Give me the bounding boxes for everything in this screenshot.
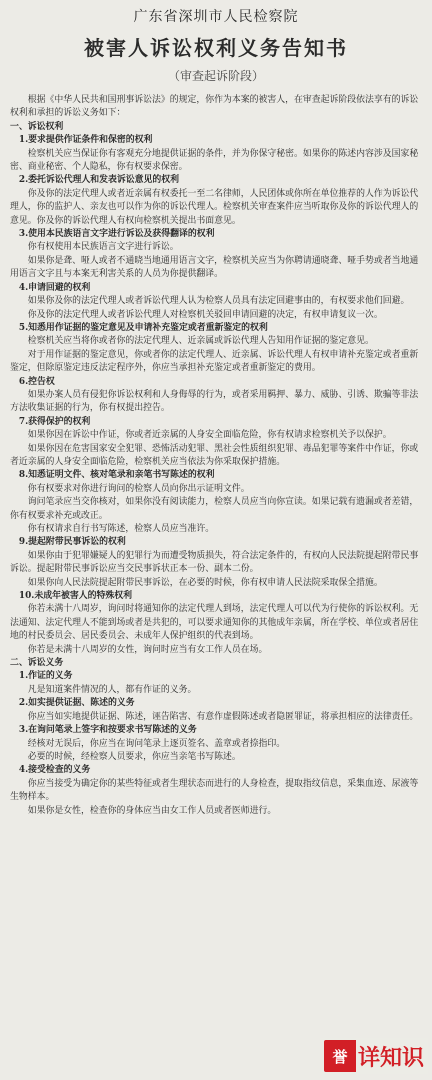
- subsection-heading: 5.知悉用作证据的鉴定意见及申请补充鉴定或者重新鉴定的权利: [18, 322, 268, 333]
- issuing-organization: 广东省深圳市人民检察院: [133, 9, 299, 25]
- paragraph: 如果你是女性，检查你的身体应当由女工作人员或者医师进行。: [27, 805, 277, 816]
- section-heading: 二、诉讼义务: [10, 658, 64, 669]
- paragraph: 如果办案人员有侵犯你诉讼权利和人身侮辱的行为，或者采用羁押、暴力、威胁、引诱、欺骗等非法方法收集证据的行为，你有权提出控告。: [10, 389, 419, 414]
- paragraph: 你有权请求自行书写陈述，检察人员应当准许。: [27, 524, 215, 534]
- document-body: [10, 94, 422, 818]
- paragraph: 你及你的法定代理人或者诉讼代理人对检察机关驳回申请回避的决定，有权申请复议一次。: [27, 309, 383, 320]
- paragraph: 如果你由于犯罪嫌疑人的犯罪行为而遭受物质损失，符合法定条件的，有权向人民法院提起附带民事诉讼。提起附带民事诉讼应当交民事诉状正本一份、副本二份。: [10, 550, 419, 575]
- subsection-heading: 4.接受检查的义务: [18, 765, 91, 776]
- paragraph: 如果你及你的法定代理人或者诉讼代理人认为检察人员具有法定回避事由的，有权要求他们回避。: [27, 296, 410, 307]
- subsection-heading: 9.提起附带民事诉讼的权利: [18, 537, 126, 548]
- paragraph: 你若未满十八周岁，询问时将通知你的法定代理人到场，法定代理人可以代为行使你的诉讼权利。无法通知、法定代理人不能到场或者是共犯的，可以要求通知你的其他成年亲属，所在学校、单位或者居住地的村民委员会、居民委员会、未成年人保护组织的代表到场。: [10, 604, 419, 642]
- subsection-heading: 1.作证的义务: [18, 671, 73, 682]
- logo-text: 详知识: [357, 1045, 424, 1071]
- subsection-heading: 7.获得保护的权利: [18, 416, 91, 427]
- paragraph: 根据《中华人民共和国刑事诉讼法》的规定，你作为本案的被害人，在审查起诉阶段依法享有的诉讼权利和承担的诉讼义务如下：: [10, 95, 419, 119]
- paragraph: 经核对无误后，你应当在询问笔录上逐页签名、盖章或者捺指印。: [27, 738, 286, 749]
- paragraph: 你若是未满十八周岁的女性，询问时应当有女工作人员在场。: [27, 644, 268, 655]
- paragraph: 如果你因在危害国家安全犯罪、恐怖活动犯罪、黑社会性质组织犯罪、毒品犯罪等案件中作证，你或者近亲属的人身安全面临危险，检察机关应当依法为你采取保护措施。: [10, 443, 419, 467]
- paragraph: 你应当如实地提供证据、陈述，诬告陷害、有意作虚假陈述或者隐匿罪证，将承担相应的法律责任。: [27, 711, 419, 722]
- paragraph: 你有权使用本民族语言文字进行诉讼。: [27, 242, 179, 253]
- subsection-heading: 2.如实提供证据、陈述的义务: [18, 698, 135, 709]
- paragraph: 你及你的法定代理人或者近亲属有权委托一至二名律师，人民团体或你所在单位推荐的人作为诉讼代理人，你的监护人、亲友也可以作为你的诉讼代理人。检察机关审查案件应当听取你及你的诉讼代理人的意见。你及你的诉讼代理人有权向检察机关提出书面意见。: [10, 188, 419, 226]
- paragraph: 对于用作证据的鉴定意见，你或者你的法定代理人、近亲属、诉讼代理人有权申请补充鉴定或者重新鉴定，但除原鉴定违反法定程序外，你应当承担补充鉴定或者重新鉴定的费用。: [10, 349, 419, 374]
- paragraph: 询问笔录应当交你核对，如果你没有阅读能力，检察人员应当向你宣读。如果记载有遗漏或者差错，你有权要求补充或改正。: [10, 497, 419, 521]
- subsection-heading: 2.委托诉讼代理人和发表诉讼意见的权利: [18, 175, 180, 186]
- section-heading: 一、诉讼权利: [10, 121, 64, 132]
- subsection-heading: 6.控告权: [18, 376, 55, 387]
- document-title: 被害人诉讼权利义务告知书: [84, 36, 348, 60]
- paragraph: 如果你因在诉讼中作证，你或者近亲属的人身安全面临危险，你有权请求检察机关予以保护。: [27, 430, 392, 441]
- paragraph: 你有权要求对你进行询问的检察人员向你出示证明文件。: [27, 483, 250, 494]
- subsection-heading: 1.要求提供作证条件和保密的权利: [18, 135, 153, 146]
- watermark-logo: [320, 1038, 428, 1074]
- paragraph: 如果你是聋、哑人或者不通晓当地通用语言文字，检察机关应当为你聘请通晓聋、哑手势或者当地通用语言文字且与本案无利害关系的人员为你提供翻译。: [10, 255, 419, 280]
- procedure-stage: （审查起诉阶段）: [167, 69, 264, 83]
- subsection-heading: 3.使用本民族语言文字进行诉讼及获得翻译的权利: [18, 229, 215, 240]
- subsection-heading: 8.知悉证明文件、核对笔录和亲笔书写陈述的权利: [18, 470, 215, 481]
- subsection-heading: 4.申请回避的权利: [18, 282, 91, 293]
- paragraph: 凡是知道案件情况的人，都有作证的义务。: [27, 684, 197, 695]
- document-header: [10, 6, 422, 84]
- paragraph: 检察机关应当将你或者你的法定代理人、近亲属或诉讼代理人告知用作证据的鉴定意见。: [27, 336, 374, 347]
- paragraph: 你应当接受为确定你的某些特征或者生理状态而进行的人身检查，提取指纹信息，采集血迹、尿液等生物样本。: [10, 778, 419, 803]
- paragraph: 如果你向人民法院提起附带民事诉讼，在必要的时候，你有权申请人民法院采取保全措施。: [27, 577, 383, 588]
- subsection-heading: 10.未成年被害人的特殊权利: [18, 591, 132, 602]
- logo-mark-icon: 誉: [324, 1040, 356, 1072]
- paragraph: 检察机关应当保证你有客观充分地提供证据的条件，并为你保守秘密。如果你的陈述内容涉及国家秘密、商业秘密、个人隐私，你有权要求保密。: [10, 148, 419, 173]
- paragraph: 必要的时候，经检察人员要求，你应当亲笔书写陈述。: [27, 751, 241, 762]
- subsection-heading: 3.在询问笔录上签字和按要求书写陈述的义务: [18, 725, 197, 736]
